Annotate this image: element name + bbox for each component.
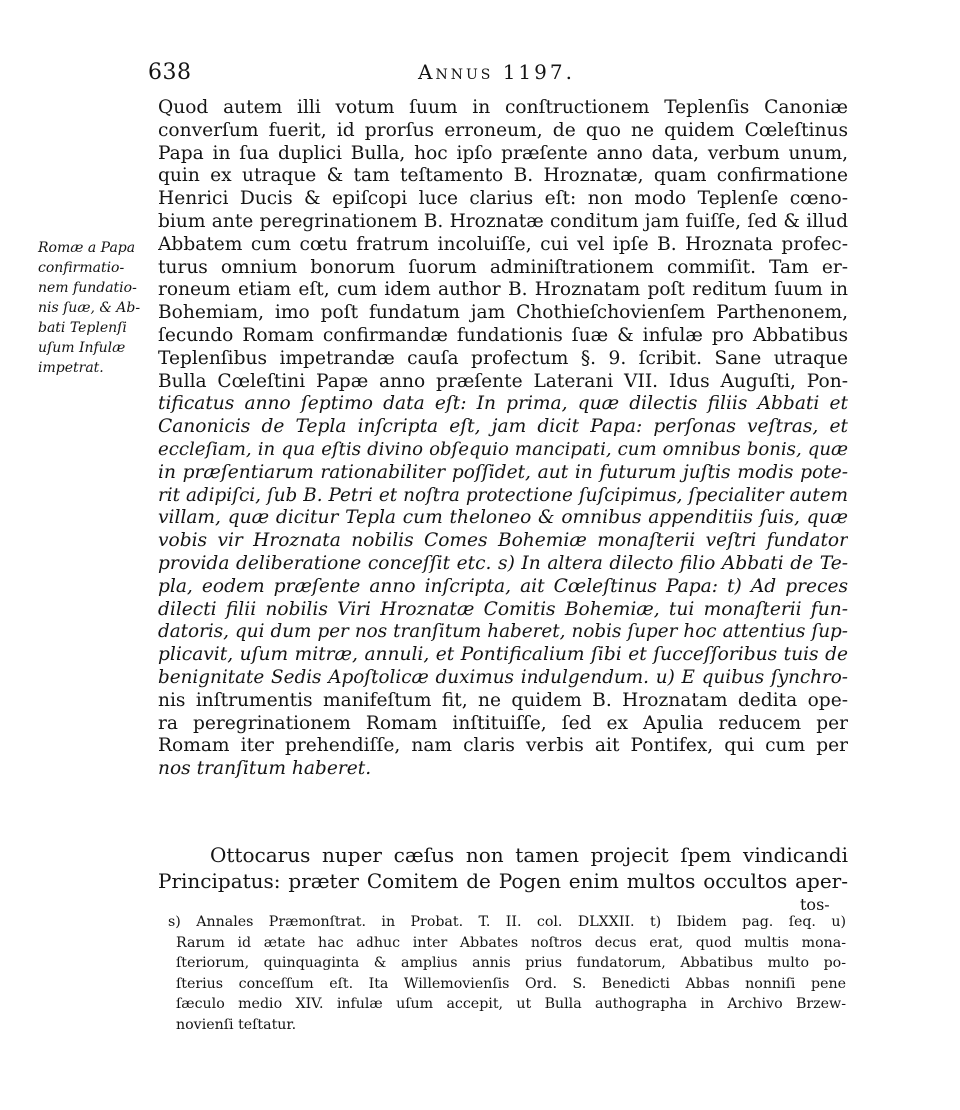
text-line: Principatus: præter Comitem de Pogen enim multos occultos aper- [158,869,848,893]
text-line: Ottocarus nuper cæſus non tamen projecit ſpem vindicandi [210,843,848,867]
text-line: Bohemiam, imo poſt fundatum jam Chothieſchovienſem Parthenonem, [158,302,848,324]
text-line: eccleſiam, in qua eſtis divino obſequio mancipati, cum omnibus bonis, quæ [158,438,848,460]
footnote-line: s) Annales Præmonſtrat. in Probat. T. II. col. DLXXII. t) Ibidem pag. ſeq. u) [168,914,846,930]
margin-note-line: nem fundatio- [38,280,137,296]
text-line: Abbatem cum cœtu fratrum incoluiſſe, cui vel ipſe B. Hroznata profec- [158,233,848,255]
footnote-line: ſterius conceſſum eſt. Ita Willemovienſis Ord. S. Benedicti Abbas nonniſi pene [176,975,846,992]
text-line: turus omnium bonorum ſuorum adminiſtrationem commiſit. Tam er- [158,256,848,278]
text-line: Quod autem illi votum ſuum in conſtructionem Teplenſis Canoniæ [158,97,848,118]
text-line: Teplenſibus impetrandæ cauſa profectum §. 9. ſcribit. Sane utraque [158,347,848,369]
running-head: Annus 1197. [418,60,575,84]
text-line: ra peregrinationem Romam inſtituiſſe, ſed ex Apulia reducem per [158,712,848,734]
text-line: datoris, qui dum per nos tranſitum haberet, nobis ſuper hoc attentius ſup- [158,621,848,643]
text-line: bium ante peregrinationem B. Hroznatæ conditum jam fuiſſe, ſed & illud [158,210,848,232]
text-line: provida deliberatione conceſſit etc. s) In altera dilecto filio Abbati de Te- [158,552,848,574]
text-line: roneum etiam eſt, cum idem author B. Hroznatam poſt reditum ſuum in [158,279,848,301]
margin-note-line: Romæ a Papa [38,240,136,256]
text-line: benignitate Sedis Apoſtolicæ duximus indulgendum. u) E quibus ſynchro- [158,666,848,688]
text-line: quin ex utraque & tam teſtamento B. Hroznatæ, quam confirmatione [158,165,848,187]
text-line: nos tranſitum haberet. [158,758,372,780]
catchword: tos- [800,895,830,914]
footnote-line: ſteriorum, quinquaginta & amplius annis prius fundatorum, Abbatibus multo po- [176,955,846,971]
margin-note-line: nis ſuæ, & Ab- [38,300,141,316]
text-line: Henrici Ducis & epiſcopi luce clarius eſt: non modo Teplenſe cœno- [158,188,848,210]
footnote-line: Rarum id ætate hac adhuc inter Abbates noſtros decus erat, quod multis mona- [176,934,846,951]
text-line: rit adipiſci, ſub B. Petri et noſtra protectione ſuſcipimus, ſpecialiter autem [158,484,848,506]
margin-note-line: confirmatio- [38,260,125,276]
text-line: Canonicis de Tepla inſcripta eſt, jam dicit Papa: perſonas veſtras, et [158,416,848,438]
text-line: nis inſtrumentis manifeſtum fit, ne quidem B. Hroznatam dedita ope- [158,689,848,711]
margin-note-line: bati Teplenſi [38,320,127,336]
footnote-line: novienſi teſtatur. [176,1016,297,1033]
margin-note [38,238,150,378]
text-line: villam, quæ dicitur Tepla cum theloneo & omnibus appenditiis ſuis, quæ [158,507,848,529]
text-line: Romam iter prehendiſſe, nam claris verbis ait Pontifex, qui cum per [158,735,848,757]
text-line: pla, eodem præſente anno inſcripta, ait Cœleſtinus Papa: t) Ad preces [158,575,848,597]
footnote-line: ſæculo medio XIV. infulæ uſum accepit, ut Bulla authographa in Archivo Brzew- [176,996,846,1012]
text-line: Bulla Cœleſtini Papæ anno præſente Laterani VII. Idus Auguſti, Pon- [158,370,848,392]
paragraph-two [158,842,848,894]
margin-note-line: impetrat. [38,360,104,376]
text-line: tificatus anno ſeptimo data eſt: In prima, quæ dilectis filiis Abbati et [158,393,848,415]
page-number: 638 [148,60,192,85]
text-line: ſecundo Romam confirmandæ fundationis ſuæ & infulæ pro Abbatibus [158,324,848,346]
text-line: converſum fuerit, id prorſus erroneum, de quo ne quidem Cœleſtinus [158,119,848,141]
text-line: vobis vir Hroznata nobilis Comes Bohemiæ monaſterii veſtri fundator [158,530,848,552]
text-line: dilecti filii nobilis Viri Hroznatæ Comitis Bohemiæ, tui monaſterii fun- [158,598,848,620]
footnotes [168,912,846,1035]
text-line: in præſentiarum rationabiliter poſſidet, aut in futurum juſtis modis pote- [158,461,848,483]
main-text [158,97,848,781]
text-line: plicavit, uſum mitræ, annuli, et Pontificalium ſibi et ſucceſſoribus tuis de [158,644,848,666]
margin-note-line: uſum Infulæ [38,340,126,356]
text-line: Papa in ſua duplici Bulla, hoc ipſo præſente anno data, verbum unum, [158,142,848,164]
page-header [148,60,848,90]
